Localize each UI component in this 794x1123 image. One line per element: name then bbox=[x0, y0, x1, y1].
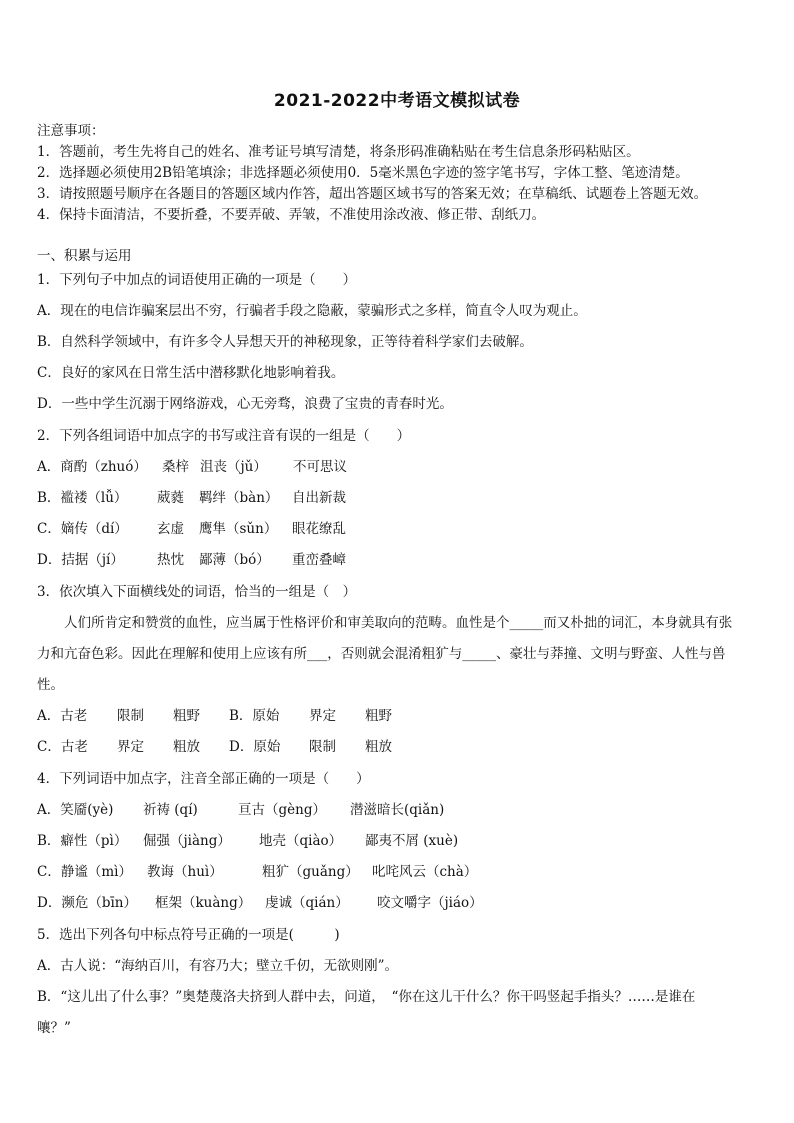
q5-option-b-line-1: B．“这儿出了什么事？”奥楚蔑洛夫挤到人群中去，问道， “你在这儿干什么？你干吗竖起手指头？……是谁在 bbox=[37, 989, 696, 1005]
q3-options-ab bbox=[37, 707, 392, 725]
q2-option-c-word-4: 眼花缭乱 bbox=[292, 521, 346, 537]
q3-option-c-word-2: 界定 bbox=[117, 739, 144, 755]
q3-option-b-word-2: 界定 bbox=[309, 708, 336, 724]
q4-option-c bbox=[37, 863, 477, 881]
q2-option-a-word-2: 桑梓 bbox=[162, 459, 189, 475]
section-heading: 一、积累与运用 bbox=[37, 248, 132, 264]
q2-option-a-word-3: 沮丧（jǔ） bbox=[200, 459, 267, 475]
q2-option-d-word-3: 鄙薄（bó） bbox=[199, 552, 270, 568]
q1-option-c: C．良好的家风在日常生活中潜移默化地影响着我。 bbox=[37, 365, 345, 381]
q5-option-b-line-2: 嚷？” bbox=[37, 1020, 71, 1036]
q3-option-d-word-1: D．原始 bbox=[229, 739, 281, 755]
q4-option-c-word-3: 粗犷（guǎng） bbox=[262, 864, 359, 880]
q4-option-b-word-3: 地壳（qiào） bbox=[259, 833, 343, 849]
q2-option-d-word-2: 热忱 bbox=[157, 552, 184, 568]
q4-option-a-word-2: 祈祷 (qí) bbox=[143, 802, 198, 818]
notice-item-1: 1．答题前，考生先将自己的姓名、准考证号填写清楚，将条形码准确粘贴在考生信息条形码粘贴区。 bbox=[37, 144, 640, 160]
q2-option-a-word-1: A．商酌（zhuó） bbox=[37, 459, 147, 475]
q4-option-b-word-2: 倔强（jiàng） bbox=[143, 833, 231, 849]
q4-option-b-word-1: B．癖性（pì） bbox=[37, 833, 128, 849]
q2-option-a-word-4: 不可思议 bbox=[293, 459, 347, 475]
q3-option-d-word-3: 粗放 bbox=[365, 739, 392, 755]
q4-option-d-word-1: D．濒危（bīn） bbox=[37, 895, 137, 911]
q2-option-c-word-2: 玄虚 bbox=[157, 521, 184, 537]
notice-item-2: 2．选择题必须使用2B铅笔填涂；非选择题必须使用0．5毫米黑色字迹的签字笔书写，字体工整、笔迹清楚。 bbox=[37, 165, 689, 181]
q4-option-a-word-4: 潜滋暗长(qiǎn) bbox=[350, 802, 445, 818]
q5-stem: 5．选出下列各句中标点符号正确的一项是( ) bbox=[37, 927, 340, 943]
q2-option-b-word-4: 自出新裁 bbox=[292, 490, 346, 506]
q1-option-d: D．一些中学生沉溺于网络游戏，心无旁骛，浪费了宝贵的青春时光。 bbox=[37, 396, 453, 412]
q5-option-a: A．古人说：“海纳百川，有容乃大；壁立千仞，无欲则刚”。 bbox=[37, 958, 399, 974]
q1-option-a: A．现在的电信诈骗案层出不穷，行骗者手段之隐蔽，蒙骗形式之多样，简直令人叹为观止。 bbox=[37, 303, 587, 319]
exam-title: 2021-2022中考语文模拟试卷 bbox=[273, 91, 521, 111]
q2-option-b-word-1: B．褴褛（lǚ） bbox=[37, 490, 128, 506]
q3-option-a-word-2: 限制 bbox=[117, 708, 144, 724]
notice-item-4: 4．保持卡面清洁，不要折叠，不要弄破、弄皱，不准使用涂改液、修正带、刮纸刀。 bbox=[37, 207, 546, 223]
q2-option-b bbox=[37, 489, 346, 507]
q4-option-a-word-1: A．笑靥(yè) bbox=[37, 802, 114, 818]
q3-option-b-word-1: B．原始 bbox=[229, 708, 280, 724]
q2-option-d-word-1: D．拮据（jí） bbox=[37, 552, 124, 568]
q3-option-d-word-2: 限制 bbox=[309, 739, 336, 755]
q4-option-b bbox=[37, 832, 458, 850]
q3-option-c-word-3: 粗放 bbox=[173, 739, 200, 755]
q3-option-c-word-1: C．古老 bbox=[37, 739, 88, 755]
q2-option-d bbox=[37, 551, 346, 569]
q2-option-b-word-3: 羁绊（bàn） bbox=[199, 490, 279, 506]
notice-heading: 注意事项： bbox=[37, 123, 105, 139]
q3-option-b-word-3: 粗野 bbox=[365, 708, 392, 724]
q2-option-b-word-2: 葳蕤 bbox=[157, 490, 184, 506]
notice-item-3: 3．请按照题号顺序在各题目的答题区域内作答，超出答题区域书写的答案无效；在草稿纸、试题卷上答题无效。 bbox=[37, 186, 708, 202]
q3-options-cd bbox=[37, 738, 392, 756]
q3-option-a-word-3: 粗野 bbox=[173, 708, 200, 724]
q3-stem: 3．依次填入下面横线处的词语，恰当的一组是（ ） bbox=[37, 584, 357, 600]
q3-passage-line-3: 性。 bbox=[37, 677, 64, 693]
q3-passage-line-2: 力和亢奋色彩。因此在理解和使用上应该有所___，否则就会混淆粗犷与_____、豪壮与莽撞、文明与野蛮、人性与兽 bbox=[37, 646, 726, 662]
q3-option-a-word-1: A．古老 bbox=[37, 708, 88, 724]
q3-passage-line-1: 人们所肯定和赞赏的血性，应当属于性格评价和审美取向的范畴。血性是个_____而又朴拙的词汇，本身就具有张 bbox=[64, 615, 733, 631]
q4-option-d-word-2: 框架（kuàng） bbox=[155, 895, 252, 911]
q4-option-d bbox=[37, 894, 483, 912]
q1-stem: 1．下列句子中加点的词语使用正确的一项是（ ） bbox=[37, 272, 357, 288]
q4-option-a bbox=[37, 801, 444, 819]
q4-stem: 4．下列词语中加点字，注音全部正确的一项是（ ） bbox=[37, 771, 370, 787]
q2-stem: 2．下列各组词语中加点字的书写或注音有误的一组是（ ） bbox=[37, 428, 411, 444]
q4-option-c-word-2: 教诲（huì） bbox=[147, 864, 223, 880]
q2-option-c-word-3: 鹰隼（sǔn） bbox=[199, 521, 278, 537]
q2-option-d-word-4: 重峦叠嶂 bbox=[292, 552, 346, 568]
q2-option-c bbox=[37, 520, 346, 538]
q2-option-a bbox=[37, 458, 347, 476]
q4-option-b-word-4: 鄙夷不屑 (xuè) bbox=[365, 833, 459, 849]
q2-option-c-word-1: C．嫡传（dí） bbox=[37, 521, 128, 537]
q4-option-c-word-1: C．静谧（mì） bbox=[37, 864, 132, 880]
q4-option-c-word-4: 叱咤风云（chà） bbox=[372, 864, 478, 880]
q1-option-b: B．自然科学领域中，有许多令人异想天开的神秘现象，正等待着科学家们去破解。 bbox=[37, 334, 533, 350]
q4-option-d-word-4: 咬文嚼字（jiáo） bbox=[377, 895, 483, 911]
q4-option-a-word-3: 亘古（gèng） bbox=[238, 802, 326, 818]
q4-option-d-word-3: 虔诚（qián） bbox=[265, 895, 349, 911]
